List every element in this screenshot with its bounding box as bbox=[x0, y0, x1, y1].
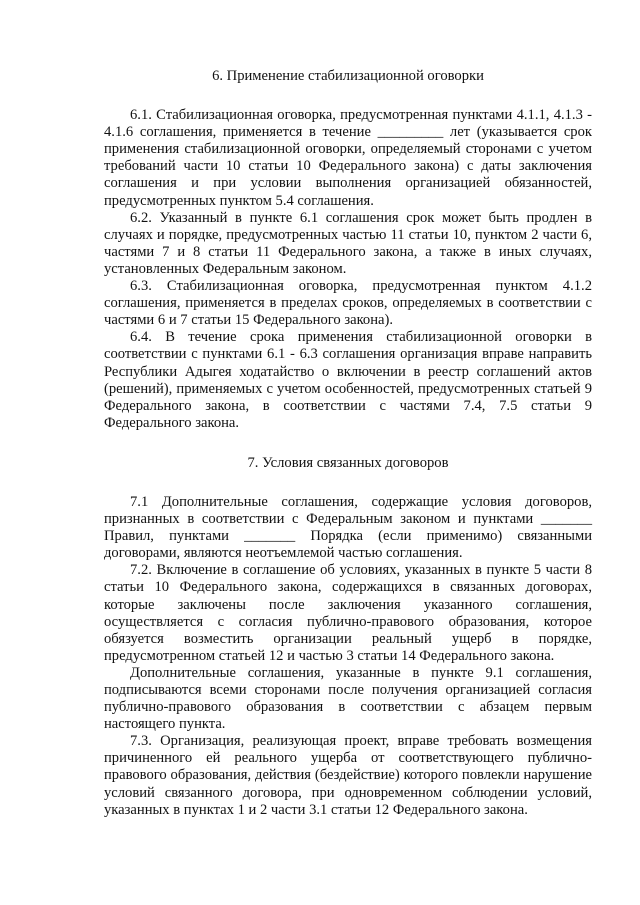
paragraph-7-2: 7.2. Включение в соглашение об условиях, указанных в пункте 5 части 8 статьи 10 Федерального закона, содержащихся в связанных договорах, которые заключены после заключения указанного соглашения, осуществляется с согласия публично-правового образования, которое обязуется возместить организации реальный ущерб в порядке, предусмотренном статьей 12 и частью 3 статьи 14 Федерального закона. bbox=[104, 562, 592, 664]
section-7-title: 7. Условия связанных договоров bbox=[247, 454, 449, 471]
paragraph-7-1: 7.1 Дополнительные соглашения, содержащие условия договоров, признанных в соответствии с Федеральным законом и пунктами _______ Правил, пунктами _______ Порядка (если применимо) связанными договорами, являются неотъемлемой частью соглашения. bbox=[104, 493, 592, 562]
paragraph-6-4: 6.4. В течение срока применения стабилизационной оговорки в соответствии с пунктами 6.1 - 6.3 соглашения организация вправе направить Республики Адыгея ходатайство о включении в реестр соглашений актов (решений), применяемых с учетом особенностей, предусмотренных статьей 9 Федерального закона, в соответствии с частями 7.4, 7.5 статьи 9 Федерального закона. bbox=[104, 329, 592, 431]
paragraph-6-3: 6.3. Стабилизационная оговорка, предусмотренная пунктом 4.1.2 соглашения, применяется в пределах сроков, определяемых в соответствии с частями 6 и 7 статьи 15 Федерального закона). bbox=[104, 278, 592, 329]
paragraph-7-2-additional: Дополнительные соглашения, указанные в пункте 9.1 соглашения, подписываются всеми сторонами после получения организацией согласия публично-правового образования в соответствии с абзацем первым настоящего пункта. bbox=[104, 664, 592, 733]
paragraph-7-3: 7.3. Организация, реализующая проект, вправе требовать возмещения причиненного ей реального ущерба от соответствующего публично-правового образования, действия (бездействие) которого повлекли нарушение условий связанного договора, при одновременном соблюдении условий, указанных в пунктах 1 и 2 части 3.1 статьи 12 Федерального закона. bbox=[104, 733, 592, 818]
paragraph-6-2: 6.2. Указанный в пункте 6.1 соглашения срок может быть продлен в случаях и порядке, предусмотренных частью 11 статьи 10, пунктом 2 части 6, частями 7 и 8 статьи 11 Федерального закона, а также в иных случаях, установленных Федеральным законом. bbox=[104, 209, 592, 277]
section-6-title: 6. Применение стабилизационной оговорки bbox=[212, 68, 484, 84]
paragraph-6-1: 6.1. Стабилизационная оговорка, предусмотренная пунктами 4.1.1, 4.1.3 - 4.1.6 соглашения, применяется в течение _________ лет (указывается срок применения стабилизационной оговорки, определяемый сторонами с учетом требований части 10 статьи 10 Федерального закона) с даты заключения соглашения и при условии выполнения организацией обязанностей, предусмотренных пунктом 5.4 соглашения. bbox=[104, 107, 592, 209]
document-page bbox=[104, 60, 592, 819]
